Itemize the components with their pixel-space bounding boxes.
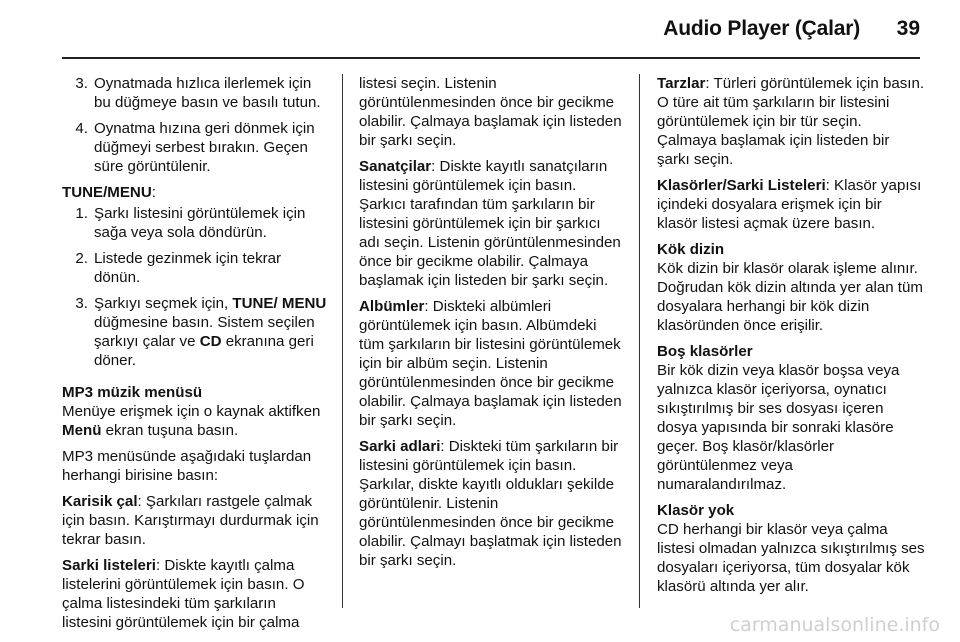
text-run: Şarkıyı seçmek için, [94,295,233,312]
karisik-paragraph [62,492,328,549]
sanatcilar-label: Sanatçilar [359,158,432,175]
list-text: Şarkı listesini görüntülemek için sağa veya sola döndürün. [94,205,306,241]
mp3-paragraph-2: MP3 menüsünde aşağıdaki tuşlardan herhangi birisine basın: [62,448,312,484]
text-run: ekranına geri döner. [94,333,314,369]
section-title-mp3: MP3 müzik menüsü [62,384,203,401]
text-run: düğmesine basın. Sistem seçilen şarkıyı çalar ve [94,314,315,350]
list-item [62,294,328,370]
text-run: ekran tuşuna basın. [101,422,239,439]
sarki-listeleri-label: Sarki listeleri [62,557,156,574]
sarki-adlari-paragraph [359,437,625,570]
mp3-paragraph-1 [62,402,328,440]
text-run: Menüye erişmek için o kaynak aktifken [62,403,321,420]
list-number: 3. [75,295,88,312]
albumler-paragraph [359,297,625,430]
sanatcilar-paragraph [359,157,625,290]
page-number: 39 [896,17,920,40]
tune-menu-ref: TUNE/ MENU [232,295,327,312]
tarzlar-label: Tarzlar [657,75,706,92]
karisik-label: Karisik çal [62,493,138,510]
text-run: : Diskte kayıtlı sanatçıların listesini görüntülemek için basın. Şarkıcı tarafından tüm şarkıların bir listesini görüntülemek için bir şarkıcı adı seçin. Listenin görüntülenmesinden önce bir gecikme olabilir. Çalmaya başlamak için listeden bir şarkı seçin. [359,158,621,289]
klasorler-label: Klasörler/Sarki Listeleri [657,177,826,194]
sarki-adlari-label: Sarki adlari [359,438,441,455]
list-number: 3. [75,75,88,92]
list-text: Oynatma hızına geri dönmek için düğmeyi serbest bırakın. Geçen süre görüntülenir. [94,120,315,175]
column-1 [62,74,328,639]
list-number: 1. [75,205,88,222]
kok-dizin-title: Kök dizin [657,241,725,258]
list-item [62,74,328,112]
page-header-title: Audio Player (Çalar) [663,17,860,40]
menu-ref: Menü [62,422,102,439]
column-divider-1 [342,74,343,608]
sarki-listeleri-paragraph [62,556,328,632]
klasor-yok-title: Klasör yok [657,502,735,519]
klasor-yok-block [657,501,925,596]
tune-menu-heading [62,183,328,202]
watermark: carmanualsonline.info [729,614,940,636]
tune-menu-label: TUNE/MENU [62,184,152,201]
column-2 [359,74,625,577]
list-text: Listede gezinmek için tekrar dönün. [94,250,282,286]
header-divider [62,57,920,59]
list-item [62,249,328,287]
tune-menu-colon: : [151,184,156,201]
kok-dizin-block [657,240,925,335]
text-run: : Diskteki albümleri görüntülemek için basın. Albümdeki tüm şarkıların bir listesini görüntülemek için bir albüm seçin. Listenin görüntülenmesinden önce bir gecikme olabilir. Çalmaya başlamak için listeden bir şarkı seçin. [359,298,622,429]
klasor-yok-text: CD herhangi bir klasör veya çalma listesi olmadan yalnızca sıkıştırılmış ses dosyaları içeriyorsa, tüm dosyalar kök klasörü altında yer alır. [657,521,925,595]
column-3 [657,74,925,603]
klasorler-paragraph [657,176,925,233]
text-run: : Şarkıları rastgele çalmak için basın. Karıştırmayı durdurmak için tekrar basın. [62,493,319,548]
list-item [62,204,328,242]
bos-klasorler-title: Boş klasörler [657,343,753,360]
list-text: Oynatmada hızlıca ilerlemek için bu düğmeye basın ve basılı tutun. [94,75,321,111]
bos-klasorler-text: Bir kök dizin veya klasör boşsa veya yalnızca klasör içeriyorsa, oynatıcı sıkıştırılmış bir ses dosyası içeren dosya yapısında bir sonraki klasöre geçer. Boş klasör/klasörler görüntülenmez veya numaralandırılmaz. [657,362,900,493]
cd-ref: CD [199,333,222,350]
text-run: : Diskte kayıtlı çalma listelerini görüntülemek için basın. O çalma listesindeki tüm şarkıların listesini görüntülemek için bir çalma [62,557,305,631]
tarzlar-paragraph [657,74,925,169]
bos-klasorler-block [657,342,925,494]
continuation-paragraph: listesi seçin. Listenin görüntülenmesinden önce bir gecikme olabilir. Çalmaya başlamak için listeden bir şarkı seçin. [359,75,622,149]
column-divider-2 [639,74,640,608]
list-item [62,119,328,176]
list-number: 2. [75,250,88,267]
text-run: : Türleri görüntülemek için basın. O türe ait tüm şarkıların bir listesini görüntülemek için bir tür seçin. Çalmaya başlamak için listeden bir şarkı seçin. [657,75,925,168]
text-run: : Klasör yapısı içindeki dosyalara erişmek için bir klasör listesi açmak üzere basın. [657,177,922,232]
text-run: : Diskteki tüm şarkıların bir listesini görüntülemek için basın. Şarkılar, diskte kayıtlı oldukları şekilde görüntülenir. Listenin görüntülenmesinden önce bir gecikme olabilir. Çalmayı başlatmak için listeden bir şarkı seçin. [359,438,622,569]
albumler-label: Albümler [359,298,425,315]
list-number: 4. [75,120,88,137]
kok-dizin-text: Kök dizin bir klasör olarak işleme alınır. Doğrudan kök dizin altında yer alan tüm dosyalara herhangi bir kök dizin klasöründen önce erişilir. [657,260,923,334]
list-text [94,294,328,370]
